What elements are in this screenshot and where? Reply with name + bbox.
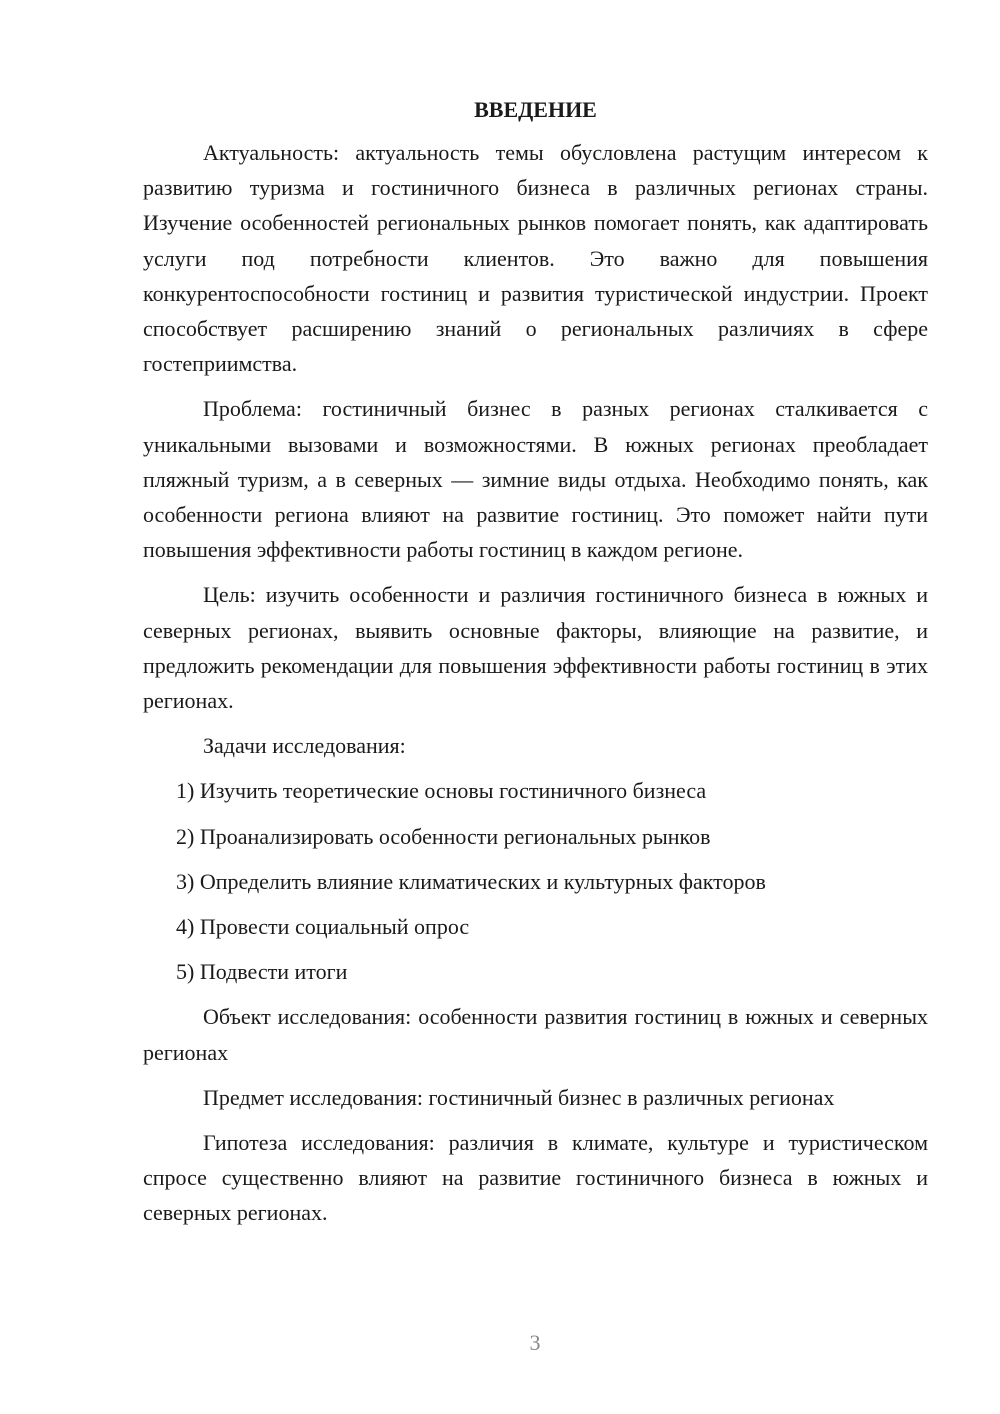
problem-paragraph: Проблема: гостиничный бизнес в разных регионах сталкивается с уникальными вызовами и возможностями. В южных регионах преобладает пляжный туризм, а в северных — зимние виды отдыха. Необходимо понять, как особенности региона влияют на развитие гостиниц. Это поможет найти пути повышения эффективности работы гостиниц в каждом регионе. [143,396,928,563]
page-content [143,92,928,1241]
object-paragraph: Объект исследования: особенности развития гостиниц в южных и северных регионах [143,1004,928,1065]
hypothesis-paragraph: Гипотеза исследования: различия в климате, культуре и туристическом спросе существенно влияют на развитие гостиничного бизнеса в южных и северных регионах. [143,1130,928,1226]
task-item: 5) Подвести итоги [176,959,348,985]
task-item: 4) Провести социальный опрос [176,914,470,940]
section-heading: ВВЕДЕНИЕ [474,97,597,122]
tasks-heading: Задачи исследования: [203,733,406,759]
task-item: 1) Изучить теоретические основы гостиничного бизнеса [176,778,707,804]
task-item: 2) Проанализировать особенности региональных рынков [176,823,711,849]
goal-paragraph: Цель: изучить особенности и различия гостиничного бизнеса в южных и северных регионах, выявить основные факторы, влияющие на развитие, и предложить рекомендации для повышения эффективности работы гостиниц в этих регионах. [143,582,928,714]
subject-paragraph: Предмет исследования: гостиничный бизнес в различных регионах [203,1084,835,1110]
relevance-paragraph: Актуальность: актуальность темы обусловлена растущим интересом к развитию туризма и гостиничного бизнеса в различных регионах страны. Изучение особенностей региональных рынков помогает понять, как адаптировать услуги под потребности клиентов. Это важно для повышения конкурентоспособности гостиниц и развития туристической индустрии. Проект способствует расширению знаний о региональных различиях в сфере гостеприимства. [143,140,928,377]
tasks-list [143,773,928,989]
page-number: 3 [529,1330,541,1355]
task-item: 3) Определить влияние климатических и культурных факторов [176,868,766,894]
